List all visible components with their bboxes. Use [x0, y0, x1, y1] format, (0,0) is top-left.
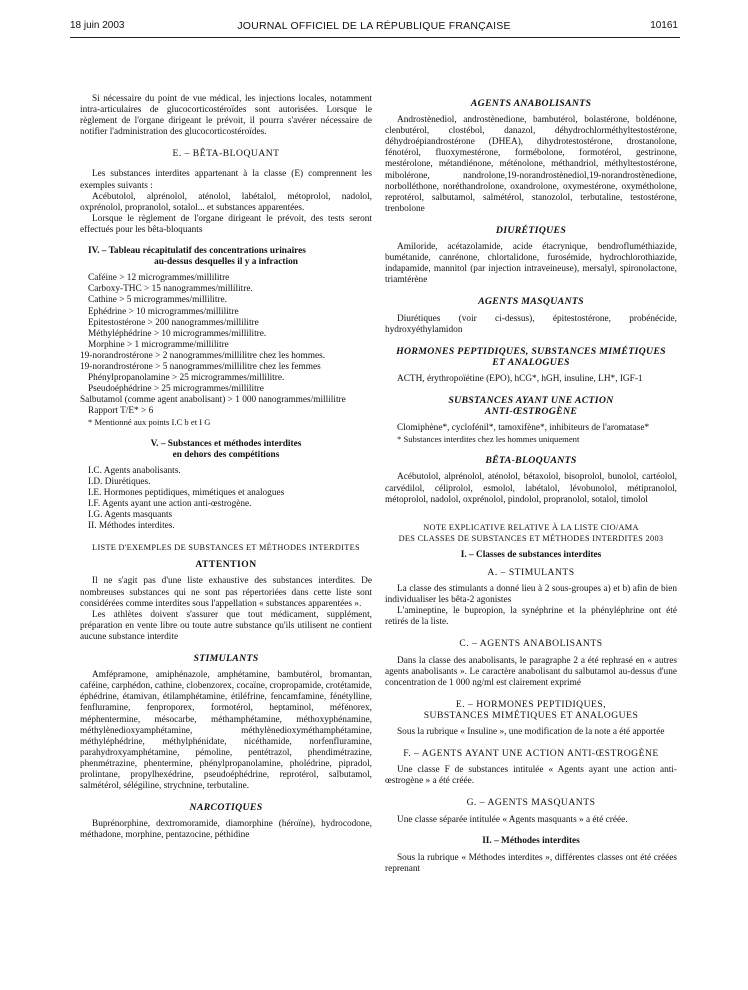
list-item: Salbutamol (comme agent anabolisant) > 1 000 nanogrammes/millilitre [80, 395, 346, 406]
section-e-paragraph: Lorsque le règlement de l'organe dirigeant le prévoit, des tests seront effectués pour les bêta-bloquants [80, 213, 372, 235]
anti-oestrogene-list: Clomiphène*, cyclofénil*, tamoxifène*, inhibiteurs de l'aromatase* [397, 423, 650, 434]
section-g-paragraph: Une classe séparée intitulée « Agents masquants » a été créée. [397, 814, 628, 825]
hormones-list: ACTH, érythropoïétine (EPO), hCG*, hGH, insuline, LH*, IGF-1 [397, 373, 643, 384]
masquants-title: AGENTS MASQUANTS [478, 296, 584, 308]
section-a-title: A. – STIMULANTS [487, 567, 575, 578]
section-f-paragraph: Une classe F de substances intitulée « Agents ayant une action anti-œstrogène » a été créée. [385, 765, 677, 787]
prohibited-out-of-competition-list [80, 466, 372, 533]
list-item: I.D. Diurétiques. [88, 476, 151, 487]
diuretiques-list: Amiloride, acétazolamide, acide étacrynique, bendrofluméthiazide, bumétanide, canrénone, chlortalidone, furosémide, hydrochlorothiazide, indapamide, mannitol (par injection intraveineuse), mersalyl, spironolactone, triamtérène [385, 242, 677, 286]
list-item: Ephédrine > 10 microgrammes/millilitre [88, 306, 239, 317]
right-column [385, 98, 677, 875]
list-item: II. Méthodes interdites. [88, 521, 175, 532]
beta-bloquants-list: Acébutolol, alprénolol, aténolol, bétaxolol, bisoprolol, bunolol, cartéolol, carvédilol, céliprolol, esmolol, labétalol, lévobunolol, métipranolol, métoprolol, nadolol, oxprénolol, pindolol, propranolol, sotalol, timolol [385, 472, 677, 505]
header-journal-title: JOURNAL OFFICIEL DE LA RÉPUBLIQUE FRANÇAISE [237, 20, 511, 32]
hormones-title: ET ANALOGUES [492, 356, 570, 368]
section-e-paragraph: Acébutolol, alprénolol, aténolol, labétalol, métoprolol, nadolol, oxprénolol, propranolol, sotalol... et substances apparentées. [80, 191, 372, 213]
anti-oestrogene-title: SUBSTANCES AYANT UNE ACTION [448, 394, 614, 406]
section-e-hormones-title: SUBSTANCES MIMÉTIQUES ET ANALOGUES [423, 709, 639, 721]
hormones-title: HORMONES PEPTIDIQUES, SUBSTANCES MIMÉTIQUES [396, 345, 666, 357]
section-e-title: E. – BÊTA-BLOQUANT [172, 148, 280, 160]
section-c-title: C. – AGENTS ANABOLISANTS [459, 638, 603, 650]
section-c-paragraph: Dans la classe des anabolisants, le paragraphe 2 a été rephrasé en « autres agents anabolisants ». Le caractère anabolisant du salbutamol au-dessus d'une concentration de 1 000 ng/ml est clairement exprimé [385, 655, 677, 688]
list-item: Méthyléphédrine > 10 microgrammes/millilitre. [88, 328, 267, 339]
list-item: Pseudoéphédrine > 25 microgrammes/millilitre [88, 384, 264, 395]
list-item: Caféine > 12 microgrammes/millilitre [88, 273, 230, 284]
beta-bloquants-title: BÊTA-BLOQUANTS [485, 455, 577, 467]
list-item: 19-norandrostérone > 5 nanogrammes/millilitre chez les femmes [80, 361, 321, 372]
list-item: Rapport T/E* > 6 [88, 406, 154, 417]
section-e-paragraph: Les substances interdites appartenant à la classe (E) comprennent les exemples suivants : [80, 169, 372, 191]
section-ii-paragraph: Sous la rubrique « Méthodes interdites », différentes classes ont été créées reprenant [385, 852, 677, 874]
section-a-paragraph: L'amineptine, le bupropion, la synéphrine et la phényléphrine ont été retirés de la liste. [385, 606, 677, 628]
list-item: Morphine > 1 microgramme/millilitre [88, 339, 229, 350]
classes-title: I. – Classes de substances interdites [460, 549, 602, 560]
concentration-list [80, 273, 372, 428]
section-v-title: V. – Substances et méthodes interdites [150, 438, 302, 449]
list-item: I.C. Agents anabolisants. [88, 465, 181, 476]
page-header [0, 20, 748, 38]
header-date: 18 juin 2003 [70, 20, 125, 31]
section-f-title: F. – AGENTS AYANT UNE ACTION ANTI-ŒSTROGÈNE [403, 748, 659, 760]
anti-oestrogene-note: * Substances interdites chez les hommes uniquement [397, 434, 580, 445]
list-item: Carboxy-THC > 15 nanogrammes/millilitre. [88, 284, 253, 295]
intro-paragraph: Si nécessaire du point de vue médical, les injections locales, notamment intra-articulaires de glucocorticostéroïdes sont autorisées. Lorsque le règlement de l'organe dirigeant le prévoit, il pourra s'avérer nécessaire de notifier l'administration des glucocorticostéroïdes. [80, 94, 372, 138]
attention-title: ATTENTION [195, 559, 257, 571]
section-g-title: G. – AGENTS MASQUANTS [466, 797, 596, 809]
stimulants-list: Amfépramone, amiphénazole, amphétamine, bambutérol, bromantan, caféine, carphédon, cathine, clobenzorex, cocaïne, cropropamide, crotétamide, éphédrine, étamivan, étilamphétamine, étiléfrine, fencamfamine, fénétylline, fenfluramine, fenproporex, formotérol, heptaminol, méfénorex, méphentermine, mésocarbe, méthamphétamine, méthoxyphénamine, méthylènedioxyamphétamine, méthylènedioxyméthamphétamine, méthyléphédrine, méthylphénidate, nicéthamide, norfenfluramine, parahydroxyamphétamine, pémoline, pentétrazol, phendimétrazine, phenmétrazine, phentermine, phénylpropanolamine, pholédrine, pipradol, prolintane, propylhexédrine, pseudoéphédrine, reprotérol, salbutamol, salmétérol, sélégiline, strychnine, terbutaline. [80, 670, 372, 792]
list-item: Phénylpropanolamine > 25 microgrammes/millilitre. [88, 373, 285, 384]
anti-oestrogene-title: ANTI-ŒSTROGÈNE [484, 406, 578, 418]
list-item: Cathine > 5 microgrammes/millilitre. [88, 295, 227, 306]
list-item: I.F. Agents ayant une action anti-œstrogène. [88, 499, 252, 509]
section-e-hormones-paragraph: Sous la rubrique « Insuline », une modification de la note a été apportée [397, 727, 665, 738]
attention-paragraph: Il ne s'agit pas d'une liste exhaustive des substances interdites. De nombreuses substances qui ne sont pas répertoriées dans cette liste sont considérées comme interdites sous l'appellation « substances apparentées ». [80, 576, 372, 609]
masquants-list: Diurétiques (voir ci-dessus), épitestostérone, probénécide, hydroxyéthylamidon [385, 313, 677, 335]
section-ii-title: II. – Méthodes interdites [482, 835, 580, 846]
section-v-title: en dehors des compétitions [172, 449, 280, 460]
list-item: I.G. Agents masquants [88, 510, 173, 521]
list-item: I.E. Hormones peptidiques, mimétiques et analogues [88, 487, 285, 498]
diuretiques-title: DIURÉTIQUES [495, 224, 567, 236]
list-item: * Mentionné aux points I.C b et I G [88, 417, 211, 428]
attention-paragraph: Les athlètes doivent s'assurer que tout médicament, supplément, préparation en vente libre ou toute autre substance qu'ils utilisent ne contient aucune substance interdite [80, 609, 372, 642]
anabolisants-title: AGENTS ANABOLISANTS [470, 98, 592, 109]
section-iv-title: au-dessus desquelles il y a infraction [154, 257, 298, 268]
narcotiques-title: NARCOTIQUES [189, 802, 263, 814]
anabolisants-list: Androstènediol, androstènedione, bambutérol, bolastérone, boldénone, clenbutérol, clostébol, danazol, déhydrochlorméthyltestostérone, déhydroépiandrostérone (DHEA), dihydrotestostérone, drostanolone, fénotérol, fluoxymestérone, formébolone, formotérol, gestrinone, mestérolone, métandiénone, méténolone, méthandriol, méthyltestostérone, mibolérone, nandrolone,19-norandrostènediol,19-norandrostènedione, norbolléthone, noréthandrolone, oxandrolone, oxymestérone, oxymétholone, reprotérol, salbutamol, salmétérol, stanozolol, terbutaline, testostérone, trenbolone [385, 115, 677, 214]
section-e-hormones-title: E. – HORMONES PEPTIDIQUES, [455, 698, 607, 710]
note-explicative-title: NOTE EXPLICATIVE RELATIVE À LA LISTE CIO/AMA [423, 522, 639, 532]
note-explicative-title: DES CLASSES DE SUBSTANCES ET MÉTHODES INTERDITES 2003 [398, 533, 664, 543]
narcotiques-list: Buprénorphine, dextromoramide, diamorphine (héroïne), hydrocodone, méthadone, morphine, pentazocine, péthidine [80, 819, 372, 841]
list-item: Epitestostérone > 200 nanogrammes/millilitre [88, 317, 259, 328]
list-item: 19-norandrostérone > 2 nanogrammes/millilitre chez les hommes. [80, 350, 326, 361]
header-rule [70, 37, 680, 38]
left-column [80, 94, 372, 841]
stimulants-title: STIMULANTS [193, 653, 259, 665]
section-iv-title: IV. – Tableau récapitulatif des concentrations urinaires [88, 246, 306, 257]
header-page-number: 10161 [650, 20, 678, 31]
section-a-paragraph: La classe des stimulants a donné lieu à 2 sous-groupes a) et b) afin de bien individualiser les bêta-2 agonistes [385, 584, 677, 606]
examples-list-title: LISTE D'EXEMPLES DE SUBSTANCES ET MÉTHODES INTERDITES [92, 543, 360, 553]
